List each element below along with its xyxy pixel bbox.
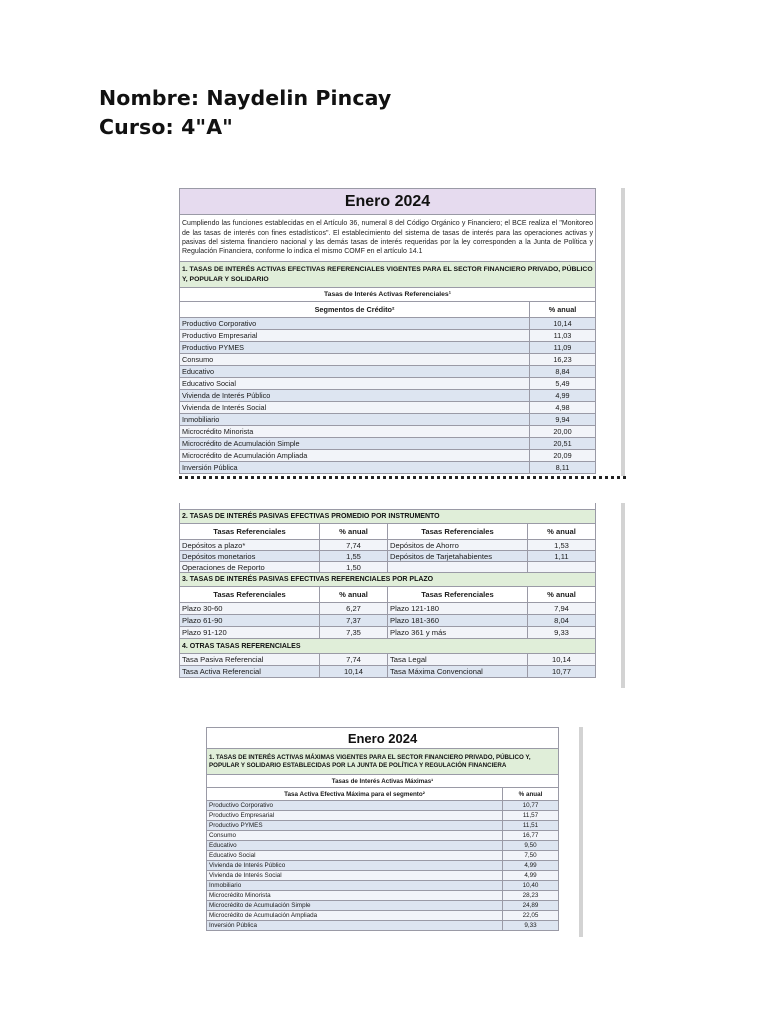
rate-cell: 28,23 <box>503 891 559 901</box>
table-title: Enero 2024 <box>207 728 559 749</box>
table-row <box>207 821 559 831</box>
rate-cell: 8,11 <box>530 462 596 474</box>
rate-cell: 16,77 <box>503 831 559 841</box>
segment-cell: Educativo Social <box>207 851 503 861</box>
rate-cell: 4,99 <box>530 390 596 402</box>
image-edge <box>621 188 625 479</box>
table-subtitle: Tasas de Interés Activas Referenciales¹ <box>180 288 596 302</box>
segment-cell: Educativo Social <box>180 378 530 390</box>
label-cell: Depósitos de Ahorro <box>388 540 528 551</box>
label-cell: Plazo 30-60 <box>180 603 320 615</box>
section-1-heading: 1. TASAS DE INTERÉS ACTIVAS MÁXIMAS VIGENTES PARA EL SECTOR FINANCIERO PRIVADO, PÚBLICO Y, POPULAR Y SOLIDARIO ESTABLECIDAS POR LA JUNTA DE POLÍTICA Y REGULACIÓN FINANCIERA <box>207 749 559 775</box>
table-row <box>180 603 596 615</box>
rate-cell: 20,09 <box>530 450 596 462</box>
label-cell: Plazo 91-120 <box>180 627 320 639</box>
label-cell: Plazo 61-90 <box>180 615 320 627</box>
table-row <box>207 901 559 911</box>
segment-cell: Inmobiliario <box>180 414 530 426</box>
label-cell: Tasa Máxima Convencional <box>388 666 528 678</box>
rate-cell: 7,37 <box>320 615 388 627</box>
table-row <box>180 378 596 390</box>
segment-cell: Microcrédito de Acumulación Ampliada <box>180 450 530 462</box>
rate-cell: 10,40 <box>503 881 559 891</box>
rate-cell: 4,99 <box>503 861 559 871</box>
table-row <box>180 402 596 414</box>
label-cell: Tasa Legal <box>388 654 528 666</box>
rate-cell: 8,84 <box>530 366 596 378</box>
rate-cell: 4,98 <box>530 402 596 414</box>
segment-cell: Microcrédito Minorista <box>180 426 530 438</box>
segment-cell: Inmobiliario <box>207 881 503 891</box>
label-cell: Depósitos de Tarjetahabientes <box>388 551 528 562</box>
rate-cell: 10,77 <box>503 801 559 811</box>
student-course: Curso: 4"A" <box>99 115 233 139</box>
section-4-heading: 4. OTRAS TASAS REFERENCIALES <box>180 639 596 654</box>
column-header-segment: Tasa Activa Efectiva Máxima para el segmento² <box>207 788 503 801</box>
segment-cell: Educativo <box>207 841 503 851</box>
label-cell: Plazo 361 y más <box>388 627 528 639</box>
rate-cell: 11,57 <box>503 811 559 821</box>
label-cell <box>388 562 528 573</box>
table-row <box>180 330 596 342</box>
rate-cell: 9,94 <box>530 414 596 426</box>
column-header: Tasas Referenciales <box>388 524 528 540</box>
rate-cell: 10,14 <box>528 654 596 666</box>
rate-cell: 6,27 <box>320 603 388 615</box>
segment-cell: Vivienda de Interés Social <box>207 871 503 881</box>
table-row <box>207 831 559 841</box>
table-subtitle: Tasas de Interés Activas Máximas¹ <box>207 775 559 788</box>
label-cell: Operaciones de Reporto <box>180 562 320 573</box>
rate-cell: 7,74 <box>320 540 388 551</box>
table-row <box>180 562 596 573</box>
column-header: % anual <box>320 524 388 540</box>
column-header: % anual <box>528 587 596 603</box>
rate-cell: 10,14 <box>320 666 388 678</box>
segment-cell: Consumo <box>180 354 530 366</box>
rate-cell <box>528 562 596 573</box>
rate-cell: 7,50 <box>503 851 559 861</box>
column-header-segment: Segmentos de Crédito² <box>180 302 530 318</box>
segment-cell: Microcrédito de Acumulación Simple <box>207 901 503 911</box>
table-row <box>207 801 559 811</box>
table-row <box>180 450 596 462</box>
rate-cell: 10,77 <box>528 666 596 678</box>
segment-cell: Vivienda de Interés Público <box>180 390 530 402</box>
segment-cell: Productivo Corporativo <box>207 801 503 811</box>
rate-cell: 9,50 <box>503 841 559 851</box>
label-cell: Tasa Pasiva Referencial <box>180 654 320 666</box>
rates-image-2 <box>179 503 627 688</box>
rate-cell: 1,50 <box>320 562 388 573</box>
table-row <box>207 891 559 901</box>
section-2-heading: 2. TASAS DE INTERÉS PASIVAS EFECTIVAS PROMEDIO POR INSTRUMENTO <box>180 510 596 524</box>
rate-cell: 9,33 <box>503 921 559 931</box>
rate-cell: 11,51 <box>503 821 559 831</box>
rate-cell: 11,03 <box>530 330 596 342</box>
rate-cell: 20,00 <box>530 426 596 438</box>
image-edge <box>621 503 625 688</box>
table-row <box>180 666 596 678</box>
rate-cell: 10,14 <box>530 318 596 330</box>
segment-cell: Inversión Pública <box>180 462 530 474</box>
rate-cell: 5,49 <box>530 378 596 390</box>
table-row <box>180 551 596 562</box>
segment-cell: Productivo PYMES <box>180 342 530 354</box>
rate-cell: 16,23 <box>530 354 596 366</box>
table-row <box>207 921 559 931</box>
table-row <box>180 438 596 450</box>
rates-image-1 <box>179 188 627 479</box>
rate-cell: 4,99 <box>503 871 559 881</box>
segment-cell: Microcrédito de Acumulación Simple <box>180 438 530 450</box>
rate-cell: 22,05 <box>503 911 559 921</box>
active-rates-table <box>179 188 596 474</box>
table-row <box>207 811 559 821</box>
section-1-heading: 1. TASAS DE INTERÉS ACTIVAS EFECTIVAS REFERENCIALES VIGENTES PARA EL SECTOR FINANCIERO PRIVADO, PÚBLICO Y, POPULAR Y SOLIDARIO <box>180 262 596 288</box>
label-cell: Plazo 121-180 <box>388 603 528 615</box>
column-header: % anual <box>528 524 596 540</box>
cropped-edge <box>179 476 627 479</box>
table-row <box>180 318 596 330</box>
table-row <box>207 911 559 921</box>
rate-cell: 1,55 <box>320 551 388 562</box>
segment-cell: Microcrédito Minorista <box>207 891 503 901</box>
table-row <box>207 871 559 881</box>
rate-cell: 7,35 <box>320 627 388 639</box>
table-row <box>180 414 596 426</box>
rate-cell: 20,51 <box>530 438 596 450</box>
table-row <box>207 881 559 891</box>
table-row <box>180 627 596 639</box>
segment-cell: Productivo PYMES <box>207 821 503 831</box>
rate-cell: 9,33 <box>528 627 596 639</box>
segment-cell: Productivo Empresarial <box>180 330 530 342</box>
table-row <box>207 841 559 851</box>
segment-cell: Productivo Empresarial <box>207 811 503 821</box>
rate-cell: 24,89 <box>503 901 559 911</box>
table-row <box>207 861 559 871</box>
image-edge <box>579 727 583 937</box>
passive-rates-table <box>179 503 596 678</box>
table-row <box>180 615 596 627</box>
rate-cell: 1,53 <box>528 540 596 551</box>
column-header-rate: % anual <box>530 302 596 318</box>
column-header: Tasas Referenciales <box>180 587 320 603</box>
table-row <box>180 366 596 378</box>
rate-cell: 8,04 <box>528 615 596 627</box>
segment-cell: Productivo Corporativo <box>180 318 530 330</box>
intro-paragraph: Cumpliendo las funciones establecidas en el Artículo 36, numeral 8 del Código Orgánico y Financiero; el BCE realiza el "Monitoreo de las tasas de interés con fines estadísticos". El establecimiento del sistema de tasas de interés para las operaciones activas y pasivas del sistema financiero nacional y las demás tasas de interés requeridas por la ley corresponden a la Junta de Política y Regulación Financiera, conforme lo indica el mismo COMF en el artículo 14.1 <box>180 215 596 262</box>
column-header-rate: % anual <box>503 788 559 801</box>
table-title: Enero 2024 <box>180 189 596 215</box>
table-row <box>180 426 596 438</box>
max-rates-table <box>206 727 559 931</box>
segment-cell: Consumo <box>207 831 503 841</box>
label-cell: Plazo 181-360 <box>388 615 528 627</box>
table-row <box>180 342 596 354</box>
table-row <box>180 390 596 402</box>
rates-image-3 <box>206 727 586 937</box>
label-cell: Depósitos a plazo* <box>180 540 320 551</box>
table-row <box>180 462 596 474</box>
column-header: Tasas Referenciales <box>180 524 320 540</box>
segment-cell: Vivienda de Interés Público <box>207 861 503 871</box>
student-name: Nombre: Naydelin Pincay <box>99 86 392 110</box>
segment-cell: Microcrédito de Acumulación Ampliada <box>207 911 503 921</box>
rate-cell: 11,09 <box>530 342 596 354</box>
label-cell: Depósitos monetarios <box>180 551 320 562</box>
rate-cell: 7,74 <box>320 654 388 666</box>
column-header: % anual <box>320 587 388 603</box>
table-row <box>180 354 596 366</box>
section-3-heading: 3. TASAS DE INTERÉS PASIVAS EFECTIVAS REFERENCIALES POR PLAZO <box>180 573 596 587</box>
rate-cell: 1,11 <box>528 551 596 562</box>
segment-cell: Vivienda de Interés Social <box>180 402 530 414</box>
label-cell: Tasa Activa Referencial <box>180 666 320 678</box>
segment-cell: Inversión Pública <box>207 921 503 931</box>
rate-cell: 7,94 <box>528 603 596 615</box>
column-header: Tasas Referenciales <box>388 587 528 603</box>
table-row <box>180 654 596 666</box>
table-row <box>207 851 559 861</box>
table-row <box>180 540 596 551</box>
segment-cell: Educativo <box>180 366 530 378</box>
